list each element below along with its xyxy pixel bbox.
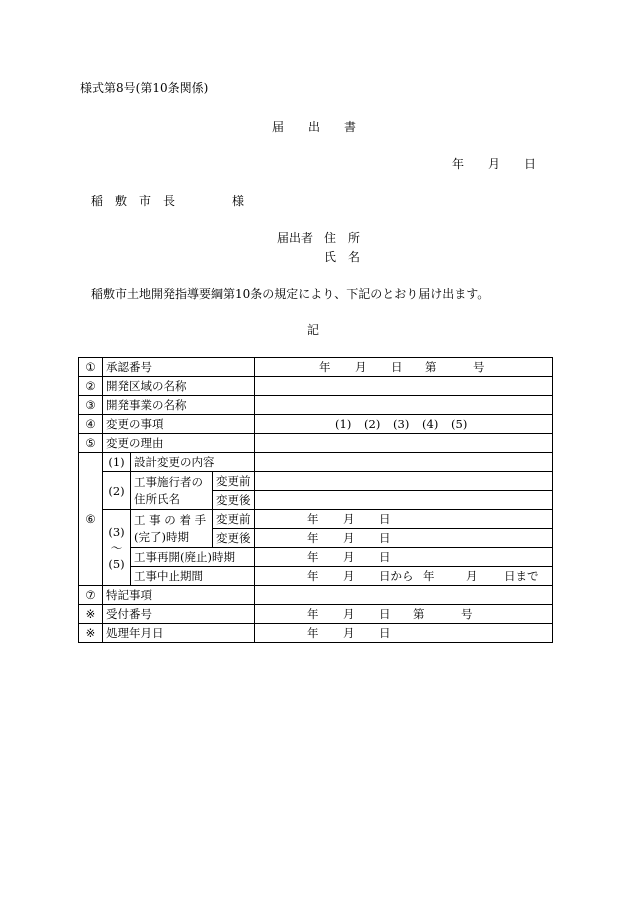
start-completion-label: 工 事 の 着 手 (完了)時期	[131, 510, 213, 548]
day-unit: 日	[391, 360, 403, 374]
start-before-date[interactable]	[255, 510, 553, 529]
day-unit: 日	[379, 531, 391, 545]
year-unit: 年	[307, 512, 319, 526]
address-label: 住 所	[324, 231, 361, 245]
change-items-options[interactable]	[255, 415, 553, 434]
contractor-before-value[interactable]	[255, 472, 553, 491]
row-number: ※	[79, 624, 103, 643]
processing-date-value[interactable]	[255, 624, 553, 643]
row-special-notes	[79, 586, 553, 605]
change-reason-label: 変更の理由	[103, 434, 255, 453]
year-unit: 年	[307, 626, 319, 640]
day-unit: 日	[379, 512, 391, 526]
month-unit: 月	[466, 569, 478, 583]
applicant-label: 届出者	[277, 231, 314, 245]
row-receipt-number	[79, 605, 553, 624]
special-notes-label: 特記事項	[103, 586, 255, 605]
row-processing-date	[79, 624, 553, 643]
month-unit: 月	[343, 626, 355, 640]
design-change-label: 設計変更の内容	[131, 453, 255, 472]
contractor-label: 工事施行者の住所氏名	[131, 472, 213, 510]
resume-label: 工事再開(廃止)時期	[131, 548, 255, 567]
addressee-honorific: 様	[232, 194, 245, 208]
development-project-label: 開発事業の名称	[103, 396, 255, 415]
day-unit: 日	[379, 550, 391, 564]
row-start-before	[79, 510, 553, 529]
name-label: 氏 名	[324, 250, 361, 264]
row-number: ④	[79, 415, 103, 434]
change-reason-value[interactable]	[255, 434, 553, 453]
day-unit: 日	[379, 626, 391, 640]
ki-heading: 記	[307, 323, 320, 337]
change-option-2[interactable]: (2)	[364, 417, 381, 431]
development-area-label: 開発区域の名称	[103, 377, 255, 396]
document-title: 届 出 書	[272, 120, 357, 134]
day-from-unit: 日から	[379, 569, 414, 583]
change-items-label: 変更の事項	[103, 415, 255, 434]
special-notes-value[interactable]	[255, 586, 553, 605]
row-contractor-before	[79, 472, 553, 491]
row-number: ③	[79, 396, 103, 415]
suspension-period[interactable]	[255, 567, 553, 586]
change-option-5[interactable]: (5)	[451, 417, 468, 431]
change-option-4[interactable]: (4)	[422, 417, 439, 431]
receipt-number-value[interactable]	[255, 605, 553, 624]
day-until-unit: 日まで	[504, 569, 539, 583]
approval-number-label: 承認番号	[103, 358, 255, 377]
month-unit: 月	[343, 531, 355, 545]
year-unit: 年	[307, 550, 319, 564]
row-number: ⑤	[79, 434, 103, 453]
day-unit: 日	[379, 607, 391, 621]
year-unit: 年	[423, 569, 435, 583]
receipt-number-label: 受付番号	[103, 605, 255, 624]
contractor-after-value[interactable]	[255, 491, 553, 510]
approval-number-value[interactable]	[255, 358, 553, 377]
month-unit: 月	[343, 550, 355, 564]
change-option-3[interactable]: (3)	[393, 417, 410, 431]
sub-number-range	[103, 510, 131, 586]
month-unit: 月	[355, 360, 367, 374]
form-number: 様式第8号(第10条関係)	[80, 81, 209, 95]
sub-range-start: (3)	[108, 524, 125, 539]
sub-range-tilde: 〜	[110, 540, 123, 555]
sub-number: (1)	[103, 453, 131, 472]
row-change-items	[79, 415, 553, 434]
row-design-change	[79, 453, 553, 472]
row-number: ※	[79, 605, 103, 624]
after-label: 変更後	[213, 529, 255, 548]
dai-unit: 第	[413, 607, 425, 621]
month-unit: 月	[343, 512, 355, 526]
design-change-value[interactable]	[255, 453, 553, 472]
notification-form-table	[78, 357, 553, 643]
change-option-1[interactable]: (1)	[335, 417, 352, 431]
row-approval-number	[79, 358, 553, 377]
go-unit: 号	[473, 360, 485, 374]
row-development-area	[79, 377, 553, 396]
resume-date[interactable]	[255, 548, 553, 567]
after-label: 変更後	[213, 491, 255, 510]
row-number: ⑥	[79, 453, 103, 586]
row-suspension	[79, 567, 553, 586]
row-resume	[79, 548, 553, 567]
addressee: 稲 敷 市 長	[91, 194, 176, 208]
year-unit: 年	[307, 569, 319, 583]
row-change-reason	[79, 434, 553, 453]
before-label: 変更前	[213, 510, 255, 529]
month-unit: 月	[343, 607, 355, 621]
row-number: ①	[79, 358, 103, 377]
year-unit: 年	[319, 360, 331, 374]
year-unit: 年	[307, 531, 319, 545]
row-number: ⑦	[79, 586, 103, 605]
sub-number: (2)	[103, 472, 131, 510]
date-line: 年 月 日	[452, 157, 537, 171]
suspension-label: 工事中止期間	[131, 567, 255, 586]
processing-date-label: 処理年月日	[103, 624, 255, 643]
dai-unit: 第	[425, 360, 437, 374]
before-label: 変更前	[213, 472, 255, 491]
year-unit: 年	[307, 607, 319, 621]
row-number: ②	[79, 377, 103, 396]
go-unit: 号	[461, 607, 473, 621]
development-project-value[interactable]	[255, 396, 553, 415]
sub-range-end: (5)	[108, 556, 125, 571]
month-unit: 月	[343, 569, 355, 583]
body-text: 稲敷市土地開発指導要綱第10条の規定により、下記のとおり届け出ます。	[91, 287, 490, 301]
row-development-project	[79, 396, 553, 415]
development-area-value[interactable]	[255, 377, 553, 396]
start-after-date[interactable]	[255, 529, 553, 548]
